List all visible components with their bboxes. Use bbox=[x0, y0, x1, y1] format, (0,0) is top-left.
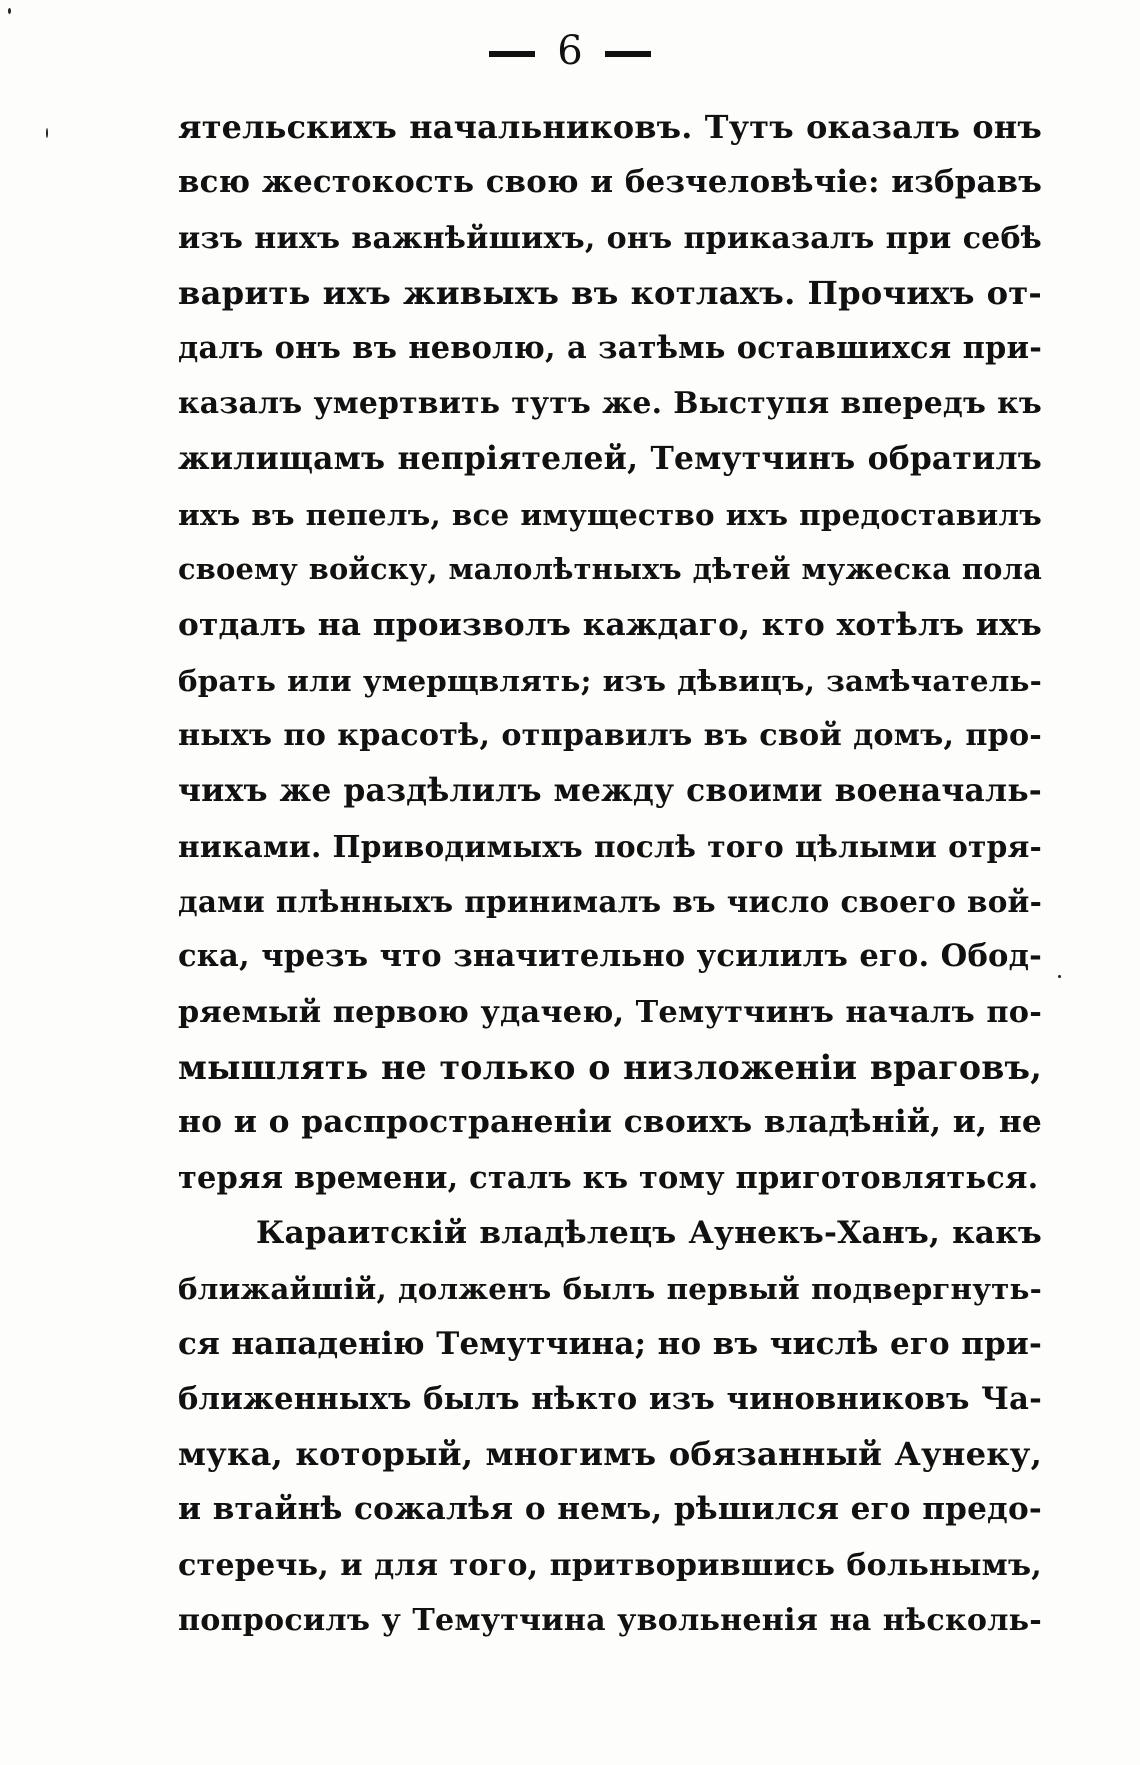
text-line: жилищамъ непріятелей, Темутчинъ обратилъ bbox=[178, 440, 1042, 477]
text-line: ска, чрезъ что значительно усилилъ его. Обод- bbox=[178, 938, 1042, 975]
print-speck bbox=[8, 8, 11, 14]
text-line: теряя времени, сталъ къ тому приготовляться. bbox=[178, 1159, 1039, 1196]
text-line: ихъ въ пепелъ, все имущество ихъ предоставилъ bbox=[178, 497, 1042, 533]
text-line: своему войску, малолѣтныхъ дѣтей мужеска пола bbox=[178, 552, 1042, 587]
text-line: ближайшій, долженъ былъ первый подвергнуть- bbox=[178, 1271, 1042, 1307]
text-line: но и о распространеніи своихъ владѣній, и, не bbox=[178, 1104, 1042, 1141]
text-line: и втайнѣ сожалѣя о немъ, рѣшился его предо- bbox=[178, 1491, 1042, 1528]
print-speck bbox=[46, 128, 48, 138]
text-line: стеречь, и для того, притворившись больнымъ, bbox=[178, 1547, 1042, 1583]
text-line: ся нападенію Темутчина; но въ числѣ его при- bbox=[178, 1325, 1042, 1362]
text-line: Караитскій владѣлецъ Аунекъ-Ханъ, какъ bbox=[256, 1214, 1042, 1251]
page-header bbox=[0, 28, 1140, 74]
text-line: варить ихъ живыхъ въ котлахъ. Прочихъ от- bbox=[178, 273, 1042, 312]
body-text bbox=[178, 100, 1042, 1648]
header-dash-right bbox=[605, 51, 651, 57]
text-line: брать или умерщвлять; изъ дѣвицъ, замѣчатель- bbox=[178, 662, 1042, 698]
text-line: ближенныхъ былъ нѣкто изъ чиновниковъ Ча- bbox=[178, 1380, 1042, 1417]
text-line: чихъ же раздѣлилъ между своими военачаль- bbox=[178, 772, 1042, 809]
text-line: ныхъ по красотѣ, отправилъ въ свой домъ, про- bbox=[178, 718, 1042, 754]
header-dash-left bbox=[489, 51, 535, 57]
text-line: попросилъ у Темутчина увольненія на нѣсколь- bbox=[178, 1603, 1042, 1639]
page-number: 6 bbox=[557, 28, 583, 74]
print-speck bbox=[1058, 975, 1061, 978]
paragraph-1 bbox=[178, 100, 1042, 1206]
text-line: ряемый первою удачею, Темутчинъ началъ по- bbox=[178, 994, 1042, 1030]
text-line: далъ онъ въ неволю, а затѣмь оставшихся при- bbox=[178, 330, 1042, 367]
paragraph-2 bbox=[178, 1206, 1042, 1648]
text-line: дами плѣнныхъ принималъ въ число своего вой- bbox=[178, 884, 1042, 920]
text-line: ятельскихъ начальниковъ. Тутъ оказалъ онъ bbox=[178, 108, 1042, 146]
text-line: отдалъ на произволъ каждаго, кто хотѣлъ ихъ bbox=[178, 606, 1042, 643]
text-line: казалъ умертвить тутъ же. Выступя впередъ къ bbox=[178, 386, 1042, 422]
text-line: мышлять не только о низложеніи враговъ, bbox=[178, 1048, 1042, 1088]
text-line: изъ нихъ важнѣйшихъ, онъ приказалъ при себѣ bbox=[178, 220, 1042, 256]
text-line: мука, который, многимъ обязанный Аунеку, bbox=[178, 1435, 1042, 1474]
text-line: всю жестокость свою и безчеловѣчіе: избравъ bbox=[178, 164, 1042, 201]
text-line: никами. Приводимыхъ послѣ того цѣлыми отря- bbox=[178, 828, 1042, 864]
